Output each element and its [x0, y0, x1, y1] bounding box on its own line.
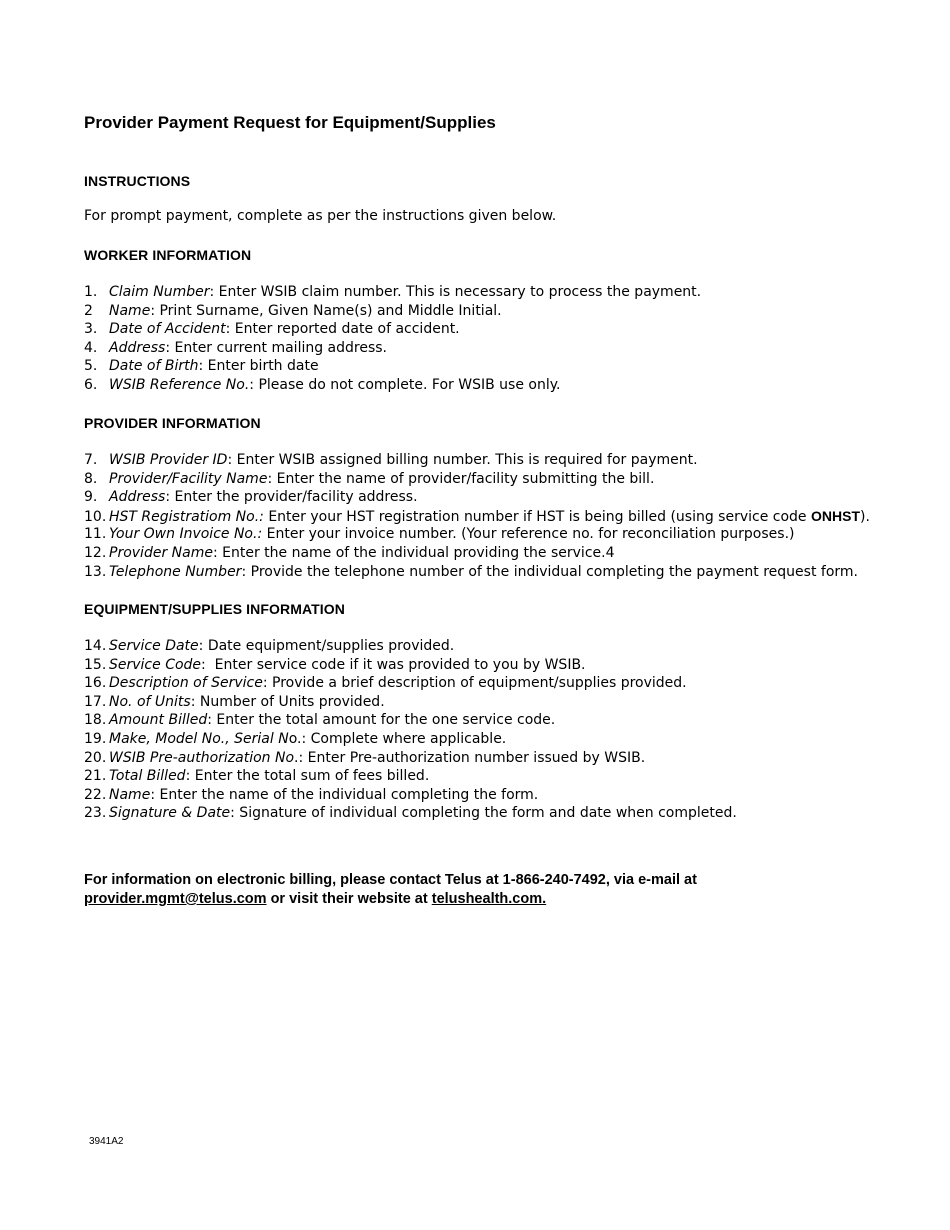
- list-item: 16. Description of Service: Provide a brief description of equipment/supplies provided.: [84, 675, 687, 692]
- electronic-billing-note: For information on electronic billing, please contact Telus at 1-866-240-7492, via e-mail at provider.mgmt@telus.com or visit their website at telushealth.com.: [84, 872, 697, 907]
- page-title: Provider Payment Request for Equipment/Supplies: [84, 113, 496, 132]
- email-link[interactable]: provider.mgmt@telus.com: [84, 891, 267, 907]
- list-item: 20. WSIB Pre-authorization No.: Enter Pre-authorization number issued by WSIB.: [84, 749, 646, 766]
- website-link[interactable]: telushealth.com.: [431, 891, 547, 907]
- equipment-supplies-list: [84, 637, 737, 823]
- provider-information-heading: PROVIDER INFORMATION: [84, 415, 261, 431]
- list-item: 6. WSIB Reference No.: Please do not complete. For WSIB use only.: [84, 376, 561, 393]
- list-item: 12. Provider Name: Enter the name of the individual providing the service.4: [84, 544, 615, 561]
- equipment-supplies-heading: EQUIPMENT/SUPPLIES INFORMATION: [84, 601, 345, 617]
- list-item: 13. Telephone Number: Provide the telephone number of the individual completing the payment request form.: [84, 563, 858, 580]
- list-item: 7. WSIB Provider ID: Enter WSIB assigned billing number. This is required for payment.: [84, 452, 698, 468]
- list-item: 23. Signature & Date: Signature of individual completing the form and date when completed.: [84, 805, 737, 822]
- list-item: 15. Service Code: Enter service code if it was provided to you by WSIB.: [84, 656, 586, 673]
- list-item: 9. Address: Enter the provider/facility address.: [84, 489, 418, 506]
- list-item: 14. Service Date: Date equipment/supplies provided.: [84, 638, 455, 654]
- instructions-heading: INSTRUCTIONS: [84, 173, 191, 189]
- worker-information-heading: WORKER INFORMATION: [84, 247, 252, 263]
- list-item: 10. HST Registratiom No.: Enter your HST registration number if HST is being billed (using service code ONHST).: [84, 507, 870, 525]
- list-item: 8. Provider/Facility Name: Enter the name of provider/facility submitting the bill.: [84, 470, 655, 487]
- list-item: 3. Date of Accident: Enter reported date of accident.: [84, 321, 460, 338]
- service-code-onhst: ONHST: [811, 507, 860, 524]
- worker-information-list: [84, 283, 701, 395]
- list-item: 5. Date of Birth: Enter birth date: [84, 358, 319, 375]
- electronic-billing-text: For information on electronic billing, please contact Telus at 1-866-240-7492, via e-mail at: [84, 872, 697, 888]
- list-item: 18. Amount Billed: Enter the total amount for the one service code.: [84, 712, 556, 729]
- form-code: 3941A2: [89, 1136, 124, 1147]
- list-item: 21. Total Billed: Enter the total sum of fees billed.: [84, 768, 430, 785]
- list-item: 22. Name: Enter the name of the individual completing the form.: [84, 786, 539, 803]
- provider-information-list: [84, 451, 870, 581]
- list-item: 17. No. of Units: Number of Units provided.: [84, 693, 385, 710]
- list-item: 2 Name: Print Surname, Given Name(s) and Middle Initial.: [84, 302, 502, 319]
- list-item: 1. Claim Number: Enter WSIB claim number. This is necessary to process the payment.: [84, 284, 702, 300]
- list-item: 19. Make, Model No., Serial No.: Complete where applicable.: [84, 730, 507, 747]
- list-item: 4. Address: Enter current mailing address.: [84, 339, 388, 356]
- list-item: 11. Your Own Invoice No.: Enter your invoice number. (Your reference no. for reconciliation purposes.): [84, 526, 795, 543]
- instructions-intro: For prompt payment, complete as per the instructions given below.: [84, 208, 557, 224]
